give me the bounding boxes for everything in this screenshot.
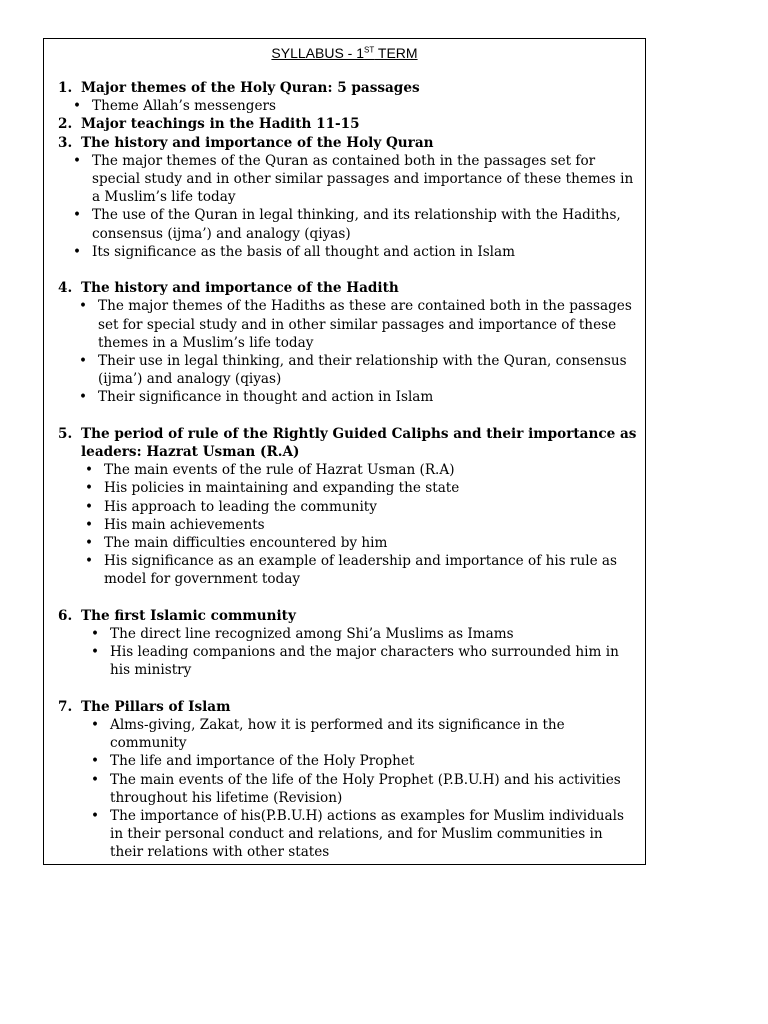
spacer bbox=[58, 589, 640, 607]
section-number: 3. bbox=[58, 134, 73, 151]
bullet-list bbox=[58, 716, 640, 862]
list-item: • Their significance in thought and action in Islam bbox=[98, 388, 640, 406]
section-title: The history and importance of the Hadith bbox=[81, 280, 399, 297]
section-heading bbox=[58, 279, 640, 297]
bullet-list bbox=[58, 97, 640, 115]
list-item: • The main difficulties encountered by him bbox=[104, 534, 640, 552]
list-item: • His leading companions and the major characters who surrounded him in his ministry bbox=[110, 643, 640, 679]
section-title: The history and importance of the Holy Quran bbox=[81, 134, 434, 151]
title-prefix: SYLLABUS - 1 bbox=[271, 45, 365, 61]
section-heading bbox=[58, 134, 640, 152]
list-item: • His approach to leading the community bbox=[104, 498, 640, 516]
list-item: • His significance as an example of leadership and importance of his rule as model for government today bbox=[104, 552, 640, 588]
section-title: The period of rule of the Rightly Guided Caliphs and their importance as leaders: Hazrat Usman (R.A) bbox=[81, 425, 637, 461]
section-number: 5. bbox=[58, 425, 73, 442]
section-number: 6. bbox=[58, 607, 73, 624]
section-heading bbox=[58, 607, 640, 625]
syllabus-box bbox=[43, 38, 646, 865]
section-title: Major themes of the Holy Quran: 5 passages bbox=[81, 80, 420, 96]
list-item: • The importance of his(P.B.U.H) actions as examples for Muslim individuals in their personal conduct and relations, and for Muslim communities in their relations with other states bbox=[110, 807, 640, 862]
spacer bbox=[58, 407, 640, 425]
section-number: 1. bbox=[58, 80, 73, 96]
title-suffix: TERM bbox=[374, 45, 418, 61]
section-heading bbox=[58, 698, 640, 716]
bullet-list bbox=[58, 461, 640, 588]
list-item: • His main achievements bbox=[104, 516, 640, 534]
list-item: • The direct line recognized among Shi’a Muslims as Imams bbox=[110, 625, 640, 643]
bullet-list bbox=[58, 297, 640, 406]
list-item: • The life and importance of the Holy Prophet bbox=[110, 752, 640, 770]
list-item: • Its significance as the basis of all thought and action in Islam bbox=[92, 243, 640, 261]
spacer bbox=[58, 680, 640, 698]
section-heading bbox=[58, 425, 640, 461]
spacer bbox=[58, 261, 640, 279]
section-title: Major teachings in the Hadith 11-15 bbox=[81, 116, 360, 133]
section-title: The first Islamic community bbox=[81, 607, 296, 624]
syllabus-content bbox=[58, 79, 640, 862]
list-item: • The major themes of the Quran as contained both in the passages set for special study and in other similar passages and importance of these themes in a Muslim’s life today bbox=[92, 152, 640, 207]
title-superscript: ST bbox=[364, 45, 375, 55]
list-item: • Theme Allah’s messengers bbox=[92, 97, 640, 115]
bullet-list bbox=[58, 152, 640, 261]
list-item: • Alms-giving, Zakat, how it is performed and its significance in the community bbox=[110, 716, 640, 752]
page-title bbox=[44, 45, 645, 61]
section-heading bbox=[58, 79, 640, 97]
section-heading bbox=[58, 115, 640, 133]
list-item: • The main events of the life of the Holy Prophet (P.B.U.H) and his activities throughout his lifetime (Revision) bbox=[110, 771, 640, 807]
section-number: 7. bbox=[58, 698, 73, 715]
list-item: • The major themes of the Hadiths as these are contained both in the passages set for special study and in other similar passages and importance of these themes in a Muslim’s life today bbox=[98, 297, 640, 352]
list-item: • The use of the Quran in legal thinking, and its relationship with the Hadiths, consensus (ijma’) and analogy (qiyas) bbox=[92, 206, 640, 242]
section-number: 2. bbox=[58, 116, 73, 133]
section-number: 4. bbox=[58, 280, 73, 297]
list-item: • Their use in legal thinking, and their relationship with the Quran, consensus (ijma’) and analogy (qiyas) bbox=[98, 352, 640, 388]
list-item: • The main events of the rule of Hazrat Usman (R.A) bbox=[104, 461, 640, 479]
list-item: • His policies in maintaining and expanding the state bbox=[104, 479, 640, 497]
bullet-list bbox=[58, 625, 640, 680]
section-title: The Pillars of Islam bbox=[81, 698, 231, 715]
